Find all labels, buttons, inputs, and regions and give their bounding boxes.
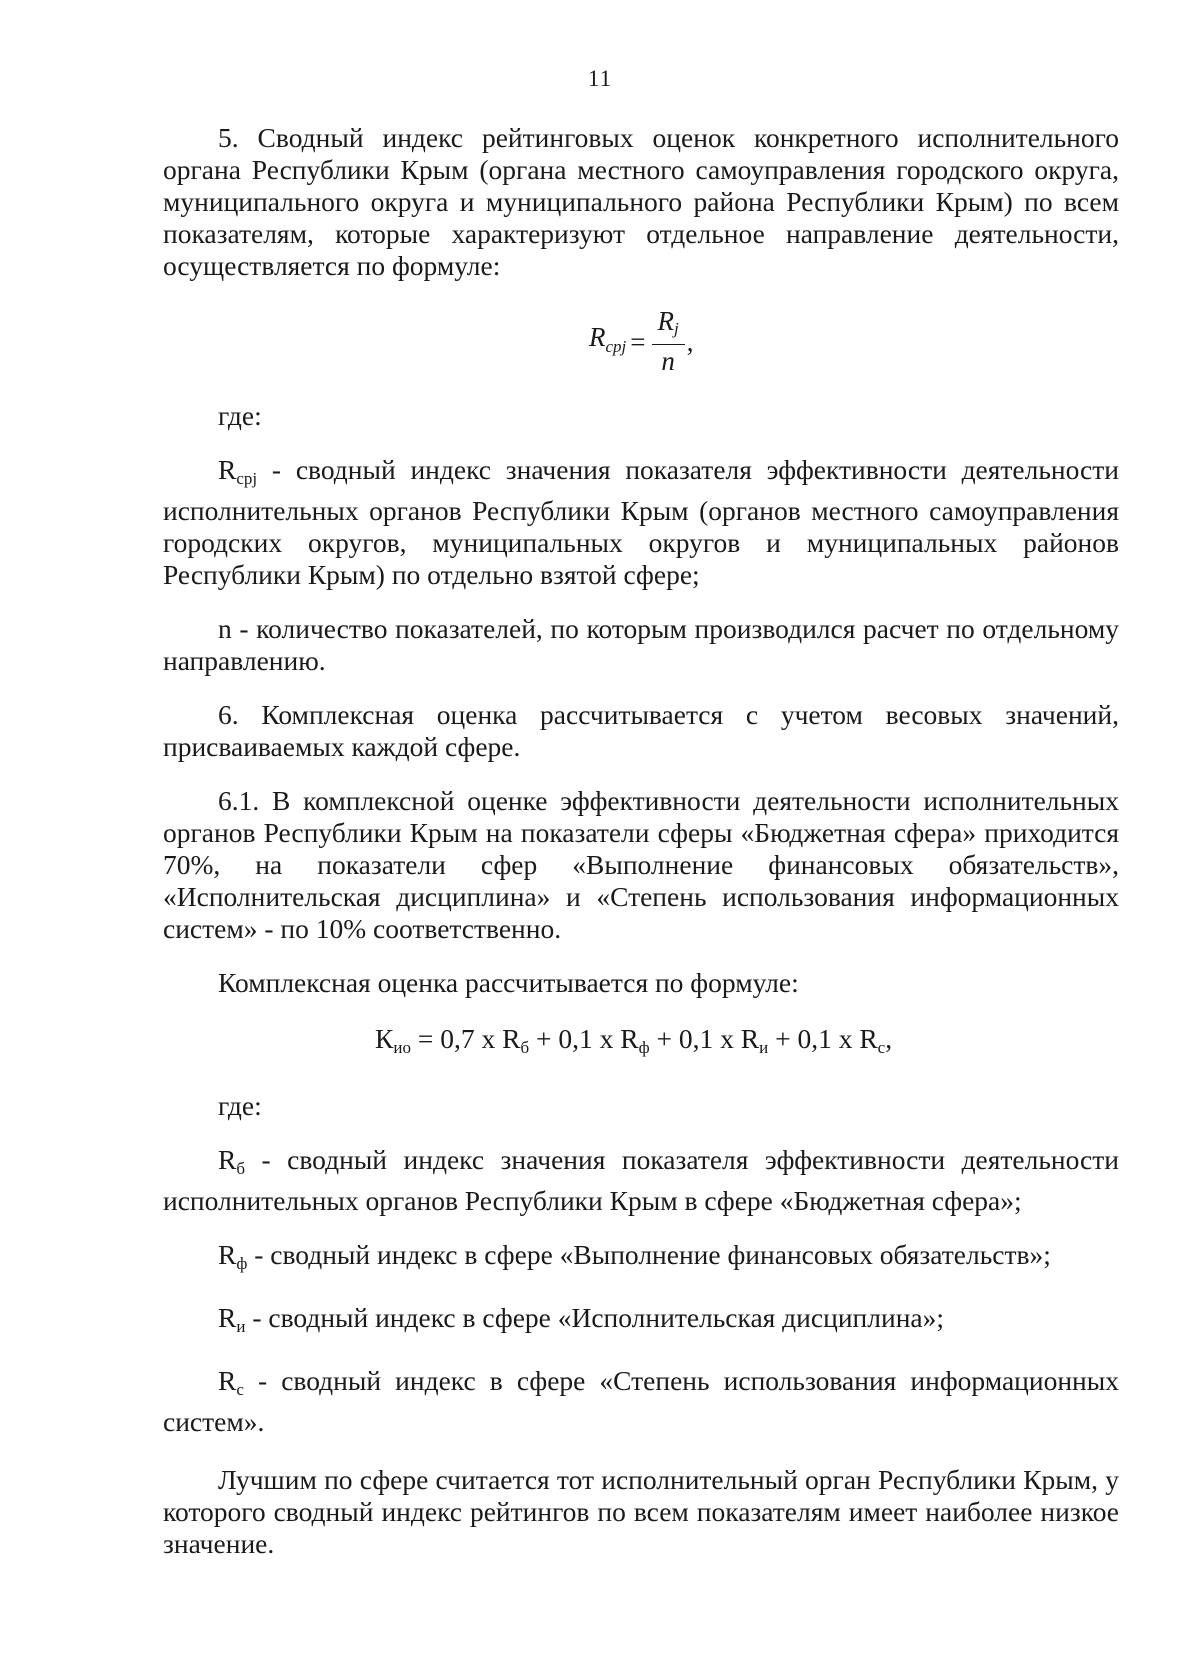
final-paragraph: Лучшим по сфере считается тот исполнительный орган Республики Крым, у которого сводный индекс рейтингов по всем показателям имеет наиболее низкое значение. [163,1464,1119,1559]
formula-complex-score: $К_{ио} = 0,7$ x $R_б + 0,1$ x $R_ф + 0,1$ x $R_и + 0,1$ x $R_с$, [375,1023,893,1057]
formula-fraction: $\frac{Rj}{n}$ [652,306,685,377]
paragraph-5: 5. Сводный индекс рейтинговых оценок конкретного исполнительного органа Республики Крым (органа местного самоуправления городского округа, муниципального округа и муниципального района Республики Крым) по всем показателям, которые характеризуют отдельное направление деятельности, осуществляется по формуле: [163,122,1119,281]
paragraph-6-1: 6.1. В комплексной оценке эффективности деятельности исполнительных органов Республики Крым на показатели сферы «Бюджетная сфера» приходится 70%, на показатели сфер «Выполнение финансовых обязательств», «Исполнительская дисциплина» и «Степень использования информационных систем» - по 10% соответственно. [163,785,1119,944]
definition-ri: Rи - сводный индекс в сфере «Исполнительская дисциплина»; [218,1302,945,1336]
definition-rcpj: Rcpj - сводный индекс значения показателя эффективности деятельности исполнительных органов Республики Крым (органов местного самоуправления городских округов, муниципальных округов и муниципальных районов Республики Крым) по отдельно взятой сфере; [163,454,1119,590]
document-body [163,122,1119,1560]
paragraph-6: 6. Комплексная оценка рассчитывается с учетом весовых значений, присваиваемых каждой сфере. [163,699,1119,762]
formula-equals: = [630,326,646,357]
where-label-1: где: [218,400,262,431]
formula-2-intro: Комплексная оценка рассчитывается по формуле: [218,967,799,998]
formula-rcpj: $R_{cpj}$ = $\frac{Rj}{n}$ , [589,306,694,376]
formula-lhs: $R_{cpj}$ [589,321,627,356]
definition-rb: Rб - сводный индекс значения показателя эффективности деятельности исполнительных органов Республики Крым в сфере «Бюджетная сфера»; [163,1144,1119,1216]
page-number: 11 [587,66,613,91]
definition-rf: Rф - сводный индекс в сфере «Выполнение финансовых обязательств»; [218,1239,1051,1273]
definition-n: n - количество показателей, по которым производился расчет по отдельному направлению. [163,613,1119,676]
where-label-2: где: [218,1090,262,1121]
definition-rc: Rс - сводный индекс в сфере «Степень использования информационных систем». [163,1365,1119,1437]
